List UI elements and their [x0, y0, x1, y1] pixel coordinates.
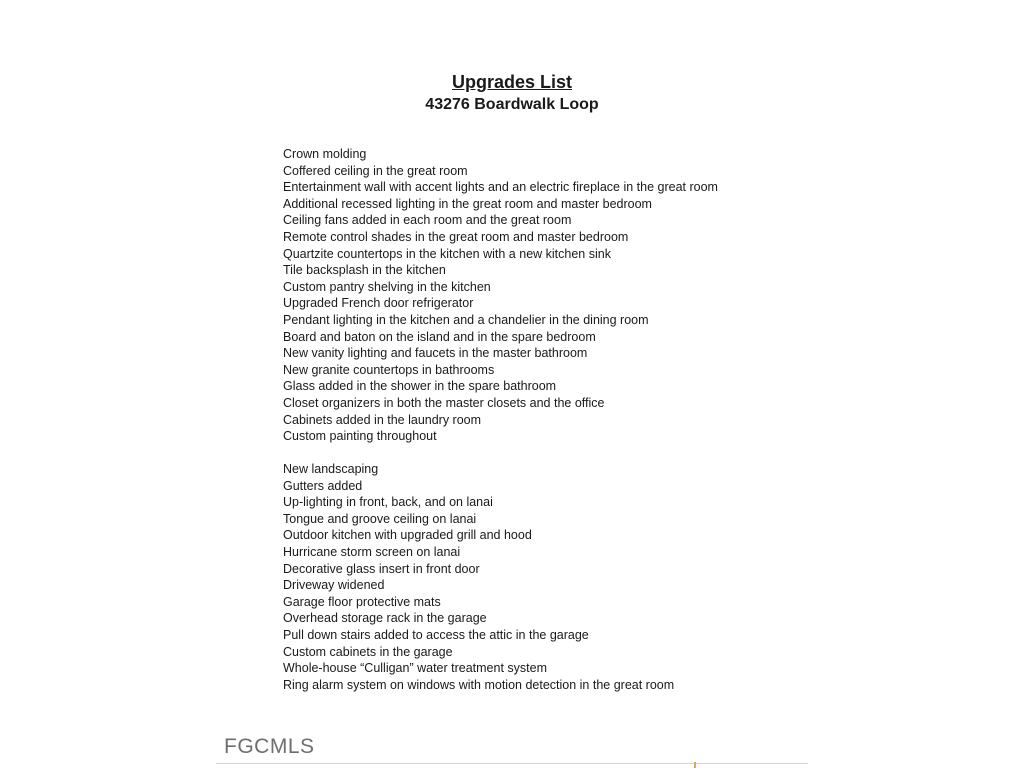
document-title: Upgrades List — [451, 72, 573, 92]
upgrade-item: Tile backsplash in the kitchen — [283, 263, 446, 278]
upgrade-item: Quartzite countertops in the kitchen with a new kitchen sink — [283, 246, 611, 261]
upgrade-item: Remote control shades in the great room and master bedroom — [283, 229, 629, 244]
property-address: 43276 Boardwalk Loop — [425, 96, 599, 113]
upgrade-item: Gutters added — [283, 478, 363, 493]
upgrade-item: Driveway widened — [283, 578, 385, 593]
interior-upgrades-list — [283, 146, 718, 445]
upgrade-item: Glass added in the shower in the spare bathroom — [283, 379, 557, 394]
upgrade-item: New granite countertops in bathrooms — [283, 362, 495, 377]
upgrade-item: Cabinets added in the laundry room — [283, 412, 482, 427]
upgrade-item: Hurricane storm screen on lanai — [283, 544, 461, 559]
mls-watermark: FGCMLS — [224, 735, 315, 758]
upgrade-item: Board and baton on the island and in the spare bedroom — [283, 329, 596, 344]
upgrade-item: Ring alarm system on windows with motion detection in the great room — [283, 677, 675, 692]
bottom-divider — [216, 763, 808, 764]
upgrade-item: Decorative glass insert in front door — [283, 561, 480, 576]
upgrade-item: Entertainment wall with accent lights and an electric fireplace in the great room — [283, 180, 718, 195]
upgrade-item: Crown molding — [283, 147, 367, 161]
upgrade-item: Custom painting throughout — [283, 429, 437, 444]
upgrade-item: Additional recessed lighting in the great room and master bedroom — [283, 196, 652, 211]
upgrade-item: Upgraded French door refrigerator — [283, 296, 474, 311]
upgrade-item: Custom pantry shelving in the kitchen — [283, 279, 491, 294]
upgrade-item: Pull down stairs added to access the attic in the garage — [283, 627, 589, 642]
upgrade-item: Coffered ceiling in the great room — [283, 163, 468, 178]
upgrade-item: New vanity lighting and faucets in the master bathroom — [283, 346, 588, 361]
upgrade-item: Custom cabinets in the garage — [283, 644, 453, 659]
upgrade-item: Ceiling fans added in each room and the great room — [283, 213, 572, 228]
scan-mark — [694, 762, 696, 768]
upgrade-item: Garage floor protective mats — [283, 594, 441, 609]
upgrade-item: Pendant lighting in the kitchen and a chandelier in the dining room — [283, 312, 649, 327]
upgrade-item: Outdoor kitchen with upgraded grill and hood — [283, 528, 532, 543]
upgrade-item: Up-lighting in front, back, and on lanai — [283, 495, 493, 510]
upgrade-item: Closet organizers in both the master closets and the office — [283, 395, 605, 410]
upgrade-item: Whole-house “Culligan” water treatment system — [283, 661, 547, 676]
upgrade-item: Tongue and groove ceiling on lanai — [283, 511, 477, 526]
upgrade-item: Overhead storage rack in the garage — [283, 611, 487, 626]
upgrade-item: New landscaping — [283, 462, 379, 476]
document-header — [0, 70, 1024, 116]
exterior-upgrades-list — [283, 461, 674, 693]
